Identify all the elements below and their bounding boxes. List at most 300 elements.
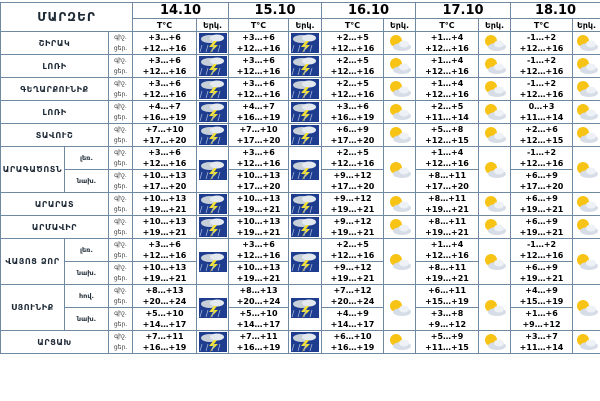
temperature-cell bbox=[511, 216, 573, 239]
date-row bbox=[1, 3, 600, 19]
temperature-cell bbox=[322, 55, 384, 78]
date-header: 14.10 bbox=[133, 3, 229, 19]
weather-icon-cell bbox=[289, 147, 322, 193]
weather-icon-cell bbox=[289, 193, 322, 216]
temperature-cell bbox=[229, 193, 289, 216]
day-temperature: +17…+20 bbox=[236, 182, 281, 191]
temperature-cell bbox=[511, 331, 573, 354]
day-temperature: +12…+16 bbox=[142, 159, 187, 168]
thunderstorm-icon bbox=[199, 217, 227, 237]
night-label: գիշ. bbox=[114, 34, 127, 41]
region-name: ՏԱՎՈՒՇ bbox=[1, 124, 109, 147]
night-temperature: +5…+9 bbox=[430, 332, 464, 341]
temperature-cell bbox=[416, 147, 479, 170]
temperature-cell bbox=[416, 308, 479, 331]
night-temperature: +10…+13 bbox=[236, 194, 281, 203]
weather-icon-cell bbox=[289, 78, 322, 101]
region-name: ԼՈՌԻ bbox=[1, 101, 109, 124]
night-temperature: +10…+13 bbox=[142, 171, 187, 180]
day-temperature: +19…+21 bbox=[236, 228, 281, 237]
temperature-cell bbox=[133, 262, 197, 285]
temperature-cell bbox=[322, 193, 384, 216]
time-of-day-labels bbox=[109, 170, 133, 193]
weather-icon-cell bbox=[197, 78, 229, 101]
day-temperature: +19…+21 bbox=[330, 228, 375, 237]
day-temperature: +11…+14 bbox=[519, 113, 564, 122]
weather-icon-cell bbox=[479, 216, 511, 239]
day-temperature: +12…+15 bbox=[425, 136, 469, 145]
temperature-cell bbox=[322, 78, 384, 101]
day-temperature: +16…+19 bbox=[236, 113, 281, 122]
weather-icon-cell bbox=[573, 101, 600, 124]
night-temperature: +8…+11 bbox=[427, 263, 467, 272]
partly-cloudy-icon bbox=[574, 79, 600, 99]
date-header: 15.10 bbox=[229, 3, 322, 19]
thunderstorm-icon bbox=[291, 79, 319, 99]
subregion-label: նախ. bbox=[65, 170, 109, 193]
partly-cloudy-icon bbox=[387, 217, 413, 237]
partly-cloudy-icon bbox=[387, 298, 413, 318]
day-temperature: +12…+16 bbox=[236, 251, 281, 260]
night-temperature: +10…+13 bbox=[236, 217, 281, 226]
temperature-cell bbox=[511, 239, 573, 262]
temperature-cell bbox=[416, 239, 479, 262]
night-temperature: +8…+13 bbox=[239, 286, 278, 295]
day-label: ցեր. bbox=[113, 321, 128, 328]
weather-icon-cell bbox=[197, 101, 229, 124]
temperature-cell bbox=[416, 216, 479, 239]
day-temperature: +19…+21 bbox=[330, 274, 375, 283]
temperature-cell bbox=[511, 308, 573, 331]
temperature-cell bbox=[322, 216, 384, 239]
partly-cloudy-icon bbox=[482, 252, 508, 272]
temperature-cell bbox=[133, 55, 197, 78]
temperature-cell bbox=[229, 262, 289, 285]
partly-cloudy-icon bbox=[482, 332, 508, 352]
thunderstorm-icon bbox=[291, 33, 319, 53]
temperature-cell bbox=[133, 308, 197, 331]
temperature-cell bbox=[229, 32, 289, 55]
partly-cloudy-icon bbox=[574, 217, 600, 237]
weather-icon-cell bbox=[479, 32, 511, 55]
night-label: գիշ. bbox=[114, 149, 127, 156]
day-temperature: +16…+19 bbox=[142, 343, 187, 352]
region-name: ՍՅՈՒՆԻՔ bbox=[1, 285, 65, 331]
temperature-cell bbox=[511, 262, 573, 285]
temperature-cell bbox=[229, 216, 289, 239]
day-temperature: +19…+21 bbox=[330, 205, 375, 214]
region-row bbox=[1, 331, 600, 354]
time-of-day-labels bbox=[109, 216, 133, 239]
night-temperature: +4…+7 bbox=[242, 102, 275, 111]
night-label: գիշ. bbox=[114, 172, 127, 179]
temperature-cell bbox=[511, 170, 573, 193]
partly-cloudy-icon bbox=[574, 252, 600, 272]
day-temperature: +19…+21 bbox=[236, 274, 281, 283]
temperature-cell bbox=[322, 239, 384, 262]
day-label: ցեր. bbox=[113, 275, 128, 282]
partly-cloudy-icon bbox=[574, 125, 600, 145]
weather-icon-cell bbox=[289, 331, 322, 354]
thunderstorm-icon bbox=[199, 33, 227, 53]
day-temperature: +11…+14 bbox=[425, 113, 469, 122]
weather-icon-cell bbox=[573, 193, 600, 216]
day-temperature: +12…+15 bbox=[519, 136, 564, 145]
forecast-table bbox=[0, 2, 600, 354]
weather-icon-cell bbox=[289, 285, 322, 331]
night-temperature: +7…+10 bbox=[239, 125, 278, 134]
partly-cloudy-icon bbox=[574, 33, 600, 53]
night-temperature: +9…+12 bbox=[333, 171, 372, 180]
night-temperature: +8…+11 bbox=[427, 217, 467, 226]
weather-icon-cell bbox=[479, 285, 511, 331]
temperature-cell bbox=[133, 101, 197, 124]
partly-cloudy-icon bbox=[574, 194, 600, 214]
weather-icon-cell bbox=[384, 285, 416, 331]
day-temperature: +19…+21 bbox=[142, 274, 187, 283]
day-temperature: +17…+20 bbox=[330, 182, 375, 191]
night-temperature: +2…+6 bbox=[525, 125, 558, 134]
partly-cloudy-icon bbox=[574, 160, 600, 180]
temperature-cell bbox=[511, 193, 573, 216]
day-temperature: +16…+19 bbox=[330, 343, 375, 352]
thunderstorm-icon bbox=[291, 56, 319, 76]
day-label: ցեր. bbox=[113, 183, 128, 190]
weather-icon-cell bbox=[573, 285, 600, 331]
night-temperature: +3…+6 bbox=[148, 148, 181, 157]
night-label: գիշ. bbox=[114, 310, 127, 317]
day-temperature: +12…+16 bbox=[425, 159, 469, 168]
region-row bbox=[1, 147, 600, 170]
weather-icon-cell bbox=[197, 239, 229, 285]
day-temperature: +15…+19 bbox=[425, 297, 469, 306]
night-label: գիշ. bbox=[114, 287, 127, 294]
day-temperature: +17…+20 bbox=[142, 182, 187, 191]
night-temperature: +6…+10 bbox=[333, 332, 372, 341]
partly-cloudy-icon bbox=[482, 217, 508, 237]
region-row bbox=[1, 193, 600, 216]
night-temperature: +6…+9 bbox=[525, 194, 558, 203]
temperature-cell bbox=[133, 331, 197, 354]
temp-header: T°C bbox=[133, 19, 197, 32]
table-title: ՄԱՐԶԵՐ bbox=[1, 3, 133, 32]
region-name: ԳԵՂԱՐՔՈՒՆԻՔ bbox=[1, 78, 109, 101]
region-name: ԱՐՄԱՎԻՐ bbox=[1, 216, 109, 239]
subregion-label: լեռ. bbox=[65, 147, 109, 170]
thunderstorm-icon bbox=[199, 332, 227, 352]
night-temperature: +9…+12 bbox=[333, 263, 372, 272]
sky-header: Երկ. bbox=[479, 19, 511, 32]
weather-icon-cell bbox=[289, 124, 322, 147]
weather-icon-cell bbox=[197, 193, 229, 216]
night-temperature: +3…+8 bbox=[430, 309, 464, 318]
weather-icon-cell bbox=[479, 193, 511, 216]
day-label: ցեր. bbox=[113, 68, 128, 75]
time-of-day-labels bbox=[109, 147, 133, 170]
night-label: գիշ. bbox=[114, 333, 127, 340]
weather-icon-cell bbox=[479, 101, 511, 124]
day-label: ցեր. bbox=[113, 114, 128, 121]
time-of-day-labels bbox=[109, 331, 133, 354]
weather-icon-cell bbox=[573, 32, 600, 55]
night-temperature: +3…+6 bbox=[242, 56, 275, 65]
day-label: ցեր. bbox=[113, 344, 128, 351]
weather-icon-cell bbox=[384, 193, 416, 216]
night-label: գիշ. bbox=[114, 126, 127, 133]
weather-icon-cell bbox=[573, 78, 600, 101]
night-temperature: +8…+13 bbox=[145, 286, 184, 295]
night-temperature: +10…+13 bbox=[142, 263, 187, 272]
time-of-day-labels bbox=[109, 285, 133, 308]
night-temperature: +3…+6 bbox=[242, 240, 275, 249]
night-temperature: +7…+12 bbox=[333, 286, 372, 295]
temperature-cell bbox=[133, 216, 197, 239]
night-temperature: +3…+7 bbox=[525, 332, 558, 341]
temp-header: T°C bbox=[416, 19, 479, 32]
night-temperature: +7…+11 bbox=[239, 332, 278, 341]
partly-cloudy-icon bbox=[387, 79, 413, 99]
thunderstorm-icon bbox=[291, 160, 319, 180]
region-row bbox=[1, 285, 600, 308]
temperature-cell bbox=[229, 308, 289, 331]
partly-cloudy-icon bbox=[387, 56, 413, 76]
day-temperature: +14…+17 bbox=[236, 320, 281, 329]
day-temperature: +12…+16 bbox=[236, 159, 281, 168]
night-temperature: +2…+5 bbox=[430, 102, 464, 111]
temperature-cell bbox=[511, 147, 573, 170]
weather-icon-cell bbox=[197, 32, 229, 55]
night-label: գիշ. bbox=[114, 218, 127, 225]
day-temperature: +19…+21 bbox=[519, 274, 564, 283]
region-row bbox=[1, 124, 600, 147]
temperature-cell bbox=[416, 101, 479, 124]
time-of-day-labels bbox=[109, 308, 133, 331]
day-temperature: +12…+16 bbox=[330, 67, 375, 76]
date-header: 18.10 bbox=[511, 3, 600, 19]
temperature-cell bbox=[229, 55, 289, 78]
weather-icon-cell bbox=[573, 331, 600, 354]
thunderstorm-icon bbox=[291, 217, 319, 237]
night-temperature: +1…+4 bbox=[430, 33, 464, 42]
weather-icon-cell bbox=[479, 239, 511, 285]
weather-icon-cell bbox=[197, 55, 229, 78]
day-temperature: +19…+21 bbox=[142, 205, 187, 214]
night-temperature: +2…+5 bbox=[336, 56, 369, 65]
temperature-cell bbox=[133, 32, 197, 55]
night-temperature: +3…+6 bbox=[148, 56, 181, 65]
day-temperature: +17…+20 bbox=[425, 182, 469, 191]
date-header: 16.10 bbox=[322, 3, 416, 19]
sky-header: Երկ. bbox=[197, 19, 229, 32]
partly-cloudy-icon bbox=[482, 33, 508, 53]
weather-icon-cell bbox=[197, 216, 229, 239]
weather-icon-cell bbox=[384, 32, 416, 55]
day-temperature: +14…+17 bbox=[330, 320, 375, 329]
night-temperature: -1…+2 bbox=[526, 33, 557, 42]
night-temperature: +8…+11 bbox=[427, 171, 467, 180]
day-temperature: +15…+19 bbox=[519, 297, 564, 306]
region-row bbox=[1, 216, 600, 239]
partly-cloudy-icon bbox=[574, 332, 600, 352]
temp-header: T°C bbox=[322, 19, 384, 32]
night-temperature: +3…+6 bbox=[336, 102, 369, 111]
time-of-day-labels bbox=[109, 124, 133, 147]
temperature-cell bbox=[229, 170, 289, 193]
night-temperature: +7…+11 bbox=[145, 332, 184, 341]
partly-cloudy-icon bbox=[482, 102, 508, 122]
weather-icon-cell bbox=[479, 331, 511, 354]
partly-cloudy-icon bbox=[482, 298, 508, 318]
day-temperature: +20…+24 bbox=[236, 297, 281, 306]
time-of-day-labels bbox=[109, 78, 133, 101]
day-label: ցեր. bbox=[113, 298, 128, 305]
weather-icon-cell bbox=[197, 124, 229, 147]
weather-icon-cell bbox=[479, 55, 511, 78]
night-temperature: +3…+6 bbox=[242, 33, 275, 42]
weather-icon-cell bbox=[384, 239, 416, 285]
temperature-cell bbox=[229, 101, 289, 124]
day-temperature: +19…+21 bbox=[236, 205, 281, 214]
day-temperature: +19…+21 bbox=[425, 228, 469, 237]
partly-cloudy-icon bbox=[482, 79, 508, 99]
temperature-cell bbox=[511, 124, 573, 147]
temperature-cell bbox=[416, 262, 479, 285]
temperature-cell bbox=[322, 101, 384, 124]
temp-header: T°C bbox=[229, 19, 289, 32]
night-label: գիշ. bbox=[114, 264, 127, 271]
subregion-label: հով. bbox=[65, 285, 109, 308]
thunderstorm-icon bbox=[199, 79, 227, 99]
night-temperature: +4…+7 bbox=[148, 102, 181, 111]
region-name: ՇԻՐԱԿ bbox=[1, 32, 109, 55]
subregion-label: նախ. bbox=[65, 308, 109, 331]
night-temperature: +6…+9 bbox=[525, 171, 558, 180]
night-temperature: +3…+6 bbox=[148, 240, 181, 249]
partly-cloudy-icon bbox=[387, 125, 413, 145]
day-temperature: +17…+20 bbox=[236, 136, 281, 145]
day-temperature: +9…+12 bbox=[427, 320, 467, 329]
night-temperature: +5…+8 bbox=[430, 125, 464, 134]
temperature-cell bbox=[416, 170, 479, 193]
region-name: ՎԱՅՈՑ ՁՈՐ bbox=[1, 239, 65, 285]
day-temperature: +12…+16 bbox=[519, 67, 564, 76]
day-temperature: +20…+24 bbox=[330, 297, 375, 306]
night-temperature: +9…+12 bbox=[333, 217, 372, 226]
day-temperature: +12…+16 bbox=[425, 44, 469, 53]
region-row bbox=[1, 239, 600, 262]
weather-icon-cell bbox=[384, 124, 416, 147]
partly-cloudy-icon bbox=[387, 102, 413, 122]
region-row bbox=[1, 78, 600, 101]
night-temperature: +6…+9 bbox=[525, 263, 558, 272]
day-temperature: +9…+12 bbox=[522, 320, 561, 329]
weather-icon-cell bbox=[479, 147, 511, 193]
day-temperature: +14…+17 bbox=[142, 320, 187, 329]
day-temperature: +12…+16 bbox=[519, 251, 564, 260]
night-temperature: +10…+13 bbox=[236, 171, 281, 180]
day-temperature: +12…+16 bbox=[330, 159, 375, 168]
temperature-cell bbox=[416, 285, 479, 308]
time-of-day-labels bbox=[109, 32, 133, 55]
night-label: գիշ. bbox=[114, 195, 127, 202]
night-temperature: +3…+6 bbox=[148, 79, 181, 88]
date-header: 17.10 bbox=[416, 3, 511, 19]
region-row bbox=[1, 101, 600, 124]
weather-icon-cell bbox=[573, 216, 600, 239]
day-temperature: +12…+16 bbox=[142, 44, 187, 53]
night-temperature: +7…+10 bbox=[145, 125, 184, 134]
temperature-cell bbox=[229, 331, 289, 354]
thunderstorm-icon bbox=[199, 298, 227, 318]
weather-icon-cell bbox=[289, 32, 322, 55]
partly-cloudy-icon bbox=[387, 160, 413, 180]
night-temperature: +3…+6 bbox=[242, 79, 275, 88]
subregion-label: նախ. bbox=[65, 262, 109, 285]
temperature-cell bbox=[229, 147, 289, 170]
time-of-day-labels bbox=[109, 55, 133, 78]
region-row bbox=[1, 55, 600, 78]
day-temperature: +19…+21 bbox=[142, 228, 187, 237]
region-name: ԼՈՌԻ bbox=[1, 55, 109, 78]
weather-icon-cell bbox=[479, 78, 511, 101]
temperature-cell bbox=[133, 193, 197, 216]
temperature-cell bbox=[322, 147, 384, 170]
night-temperature: +3…+6 bbox=[242, 148, 275, 157]
day-label: ցեր. bbox=[113, 91, 128, 98]
partly-cloudy-icon bbox=[387, 252, 413, 272]
temp-header: T°C bbox=[511, 19, 573, 32]
day-temperature: +17…+20 bbox=[142, 136, 187, 145]
region-name: ԱՐԱԳԱԾՈՏՆ bbox=[1, 147, 65, 193]
day-label: ցեր. bbox=[113, 45, 128, 52]
weather-icon-cell bbox=[573, 124, 600, 147]
day-temperature: +17…+20 bbox=[519, 182, 564, 191]
day-temperature: +12…+16 bbox=[142, 251, 187, 260]
day-temperature: +19…+21 bbox=[519, 228, 564, 237]
day-temperature: +19…+21 bbox=[425, 205, 469, 214]
temperature-cell bbox=[416, 55, 479, 78]
day-temperature: +12…+16 bbox=[236, 67, 281, 76]
temperature-cell bbox=[133, 239, 197, 262]
day-temperature: +19…+21 bbox=[519, 205, 564, 214]
day-temperature: +12…+16 bbox=[425, 67, 469, 76]
night-temperature: +6…+11 bbox=[427, 286, 467, 295]
weather-icon-cell bbox=[384, 101, 416, 124]
weather-icon-cell bbox=[289, 55, 322, 78]
day-temperature: +16…+19 bbox=[142, 113, 187, 122]
weather-icon-cell bbox=[289, 216, 322, 239]
temperature-cell bbox=[511, 101, 573, 124]
thunderstorm-icon bbox=[199, 160, 227, 180]
day-temperature: +12…+16 bbox=[236, 44, 281, 53]
night-temperature: +10…+13 bbox=[142, 194, 187, 203]
temperature-cell bbox=[416, 193, 479, 216]
partly-cloudy-icon bbox=[482, 125, 508, 145]
night-temperature: +5…+10 bbox=[145, 309, 184, 318]
night-temperature: +10…+13 bbox=[236, 263, 281, 272]
day-label: ցեր. bbox=[113, 206, 128, 213]
temperature-cell bbox=[133, 285, 197, 308]
weather-icon-cell bbox=[289, 239, 322, 285]
day-temperature: +12…+16 bbox=[519, 159, 564, 168]
forecast-body bbox=[1, 3, 600, 354]
night-temperature: +4…+9 bbox=[525, 286, 558, 295]
day-temperature: +16…+19 bbox=[236, 343, 281, 352]
night-temperature: +6…+9 bbox=[525, 217, 558, 226]
weather-icon-cell bbox=[197, 147, 229, 193]
time-of-day-labels bbox=[109, 262, 133, 285]
day-label: ցեր. bbox=[113, 229, 128, 236]
